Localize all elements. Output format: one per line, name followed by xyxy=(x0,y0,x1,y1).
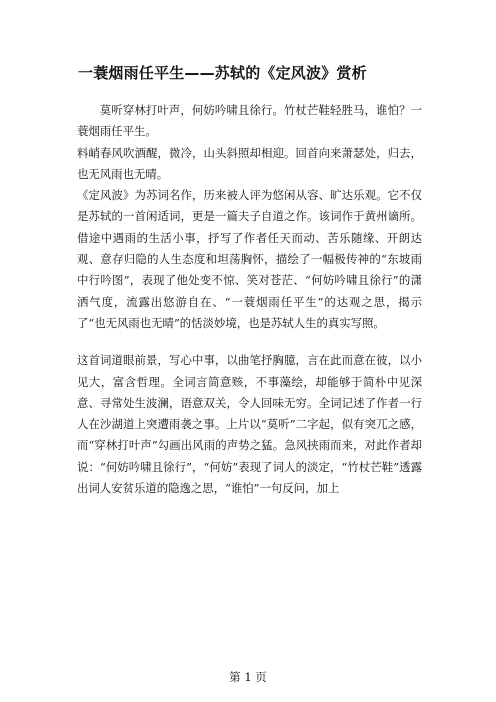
document-body xyxy=(77,100,422,499)
analysis-paragraph-2: 这首词道眼前景，写心中事，以曲笔抒胸臆，言在此而意在彼，以小见大，富含哲理。全词言简意赅，不事藻绘，却能够于简朴中见深意、寻常处生波澜，语意双关，令人回味无穷。全词记述了作者一行人在沙湖道上突遭雨袭之事。上片以“莫听”二字起，似有突兀之感，而“穿林打叶声”勾画出风雨的声势之猛。急风挟雨而来，对此作者却说：“何妨吟啸且徐行”，“何妨”表现了词人的淡定，“竹杖芒鞋”透露出词人安贫乐道的隐逸之思，“谁怕”一句反问，加上 xyxy=(77,353,422,496)
analysis-paragraph-1: 《定风波》为苏词名作，历来被人评为悠闲从容、旷达乐观。它不仅是苏轼的一首闲适词，更是一篇夫子自道之作。该词作于黄州谪所。借途中遇雨的生活小事，抒写了作者任天而动、苦乐随缘、开朗达观、意存归隐的人生态度和坦荡胸怀，描绘了一幅极传神的“东坡雨中行吟图”，表现了他处变不惊、笑对苍茫、“何妨吟啸且徐行”的潇洒气度，流露出悠游自在、“一蓑烟雨任平生”的达观之思，揭示了“也无风雨也无晴”的恬淡妙境，也是苏轼人生的真实写照。 xyxy=(77,188,422,330)
poem-stanza-1: 莫听穿林打叶声，何妨吟啸且徐行。竹杖芒鞋轻胜马，谁怕？一蓑烟雨任平生。 xyxy=(77,103,422,139)
page-number: 第 1 页 xyxy=(229,670,267,684)
poem-stanza-2: 料峭春风吹酒醒，微冷，山头斜照却相迎。回首向来萧瑟处，归去，也无风雨也无晴。 xyxy=(77,145,422,181)
document-title: 一蓑烟雨任平生——苏轼的《定风波》赏析 xyxy=(78,64,367,82)
